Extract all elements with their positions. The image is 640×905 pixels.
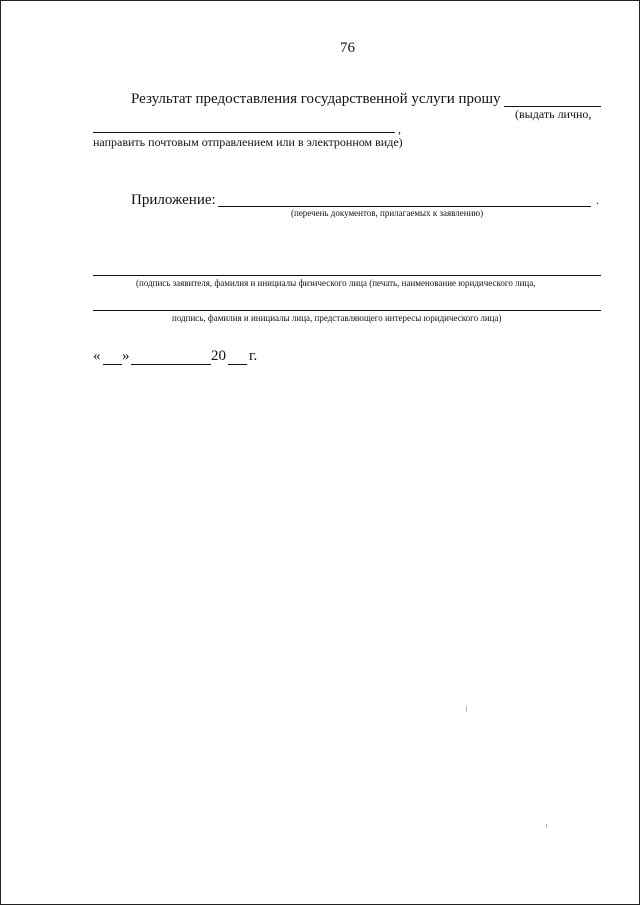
scan-speck bbox=[546, 824, 547, 828]
delivery-method-hint-part2: направить почтовым отправлением или в электронном виде) bbox=[93, 135, 403, 149]
date-year-field bbox=[228, 364, 247, 365]
applicant-signature-field bbox=[93, 275, 601, 276]
delivery-method-field-continued bbox=[93, 132, 395, 133]
result-request-text: Результат предоставления государственной услуги прошу bbox=[131, 91, 501, 107]
applicant-signature-hint: (подпись заявителя, фамилия и инициалы физического лица (печать, наименование юридического лица, bbox=[136, 278, 536, 288]
date-open-quote: « bbox=[93, 348, 101, 364]
attachment-label: Приложение: bbox=[131, 192, 216, 208]
attachment-period: . bbox=[596, 193, 599, 207]
date-month-field bbox=[131, 364, 211, 365]
delivery-method-hint-part1: (выдать лично, bbox=[515, 107, 592, 121]
date-year-suffix: г. bbox=[249, 348, 258, 364]
date-close-quote: » bbox=[122, 348, 130, 364]
representative-signature-field bbox=[93, 310, 601, 311]
delivery-method-comma: , bbox=[398, 122, 401, 136]
attachment-hint: (перечень документов, прилагаемых к заявлению) bbox=[291, 208, 484, 218]
page-number: 76 bbox=[340, 40, 355, 56]
representative-signature-hint: подпись, фамилия и инициалы лица, представляющего интересы юридического лица) bbox=[172, 313, 502, 323]
scan-speck bbox=[466, 706, 467, 712]
date-year-prefix: 20 bbox=[211, 348, 226, 364]
attachment-list-field bbox=[218, 206, 591, 207]
date-day-field bbox=[103, 364, 122, 365]
